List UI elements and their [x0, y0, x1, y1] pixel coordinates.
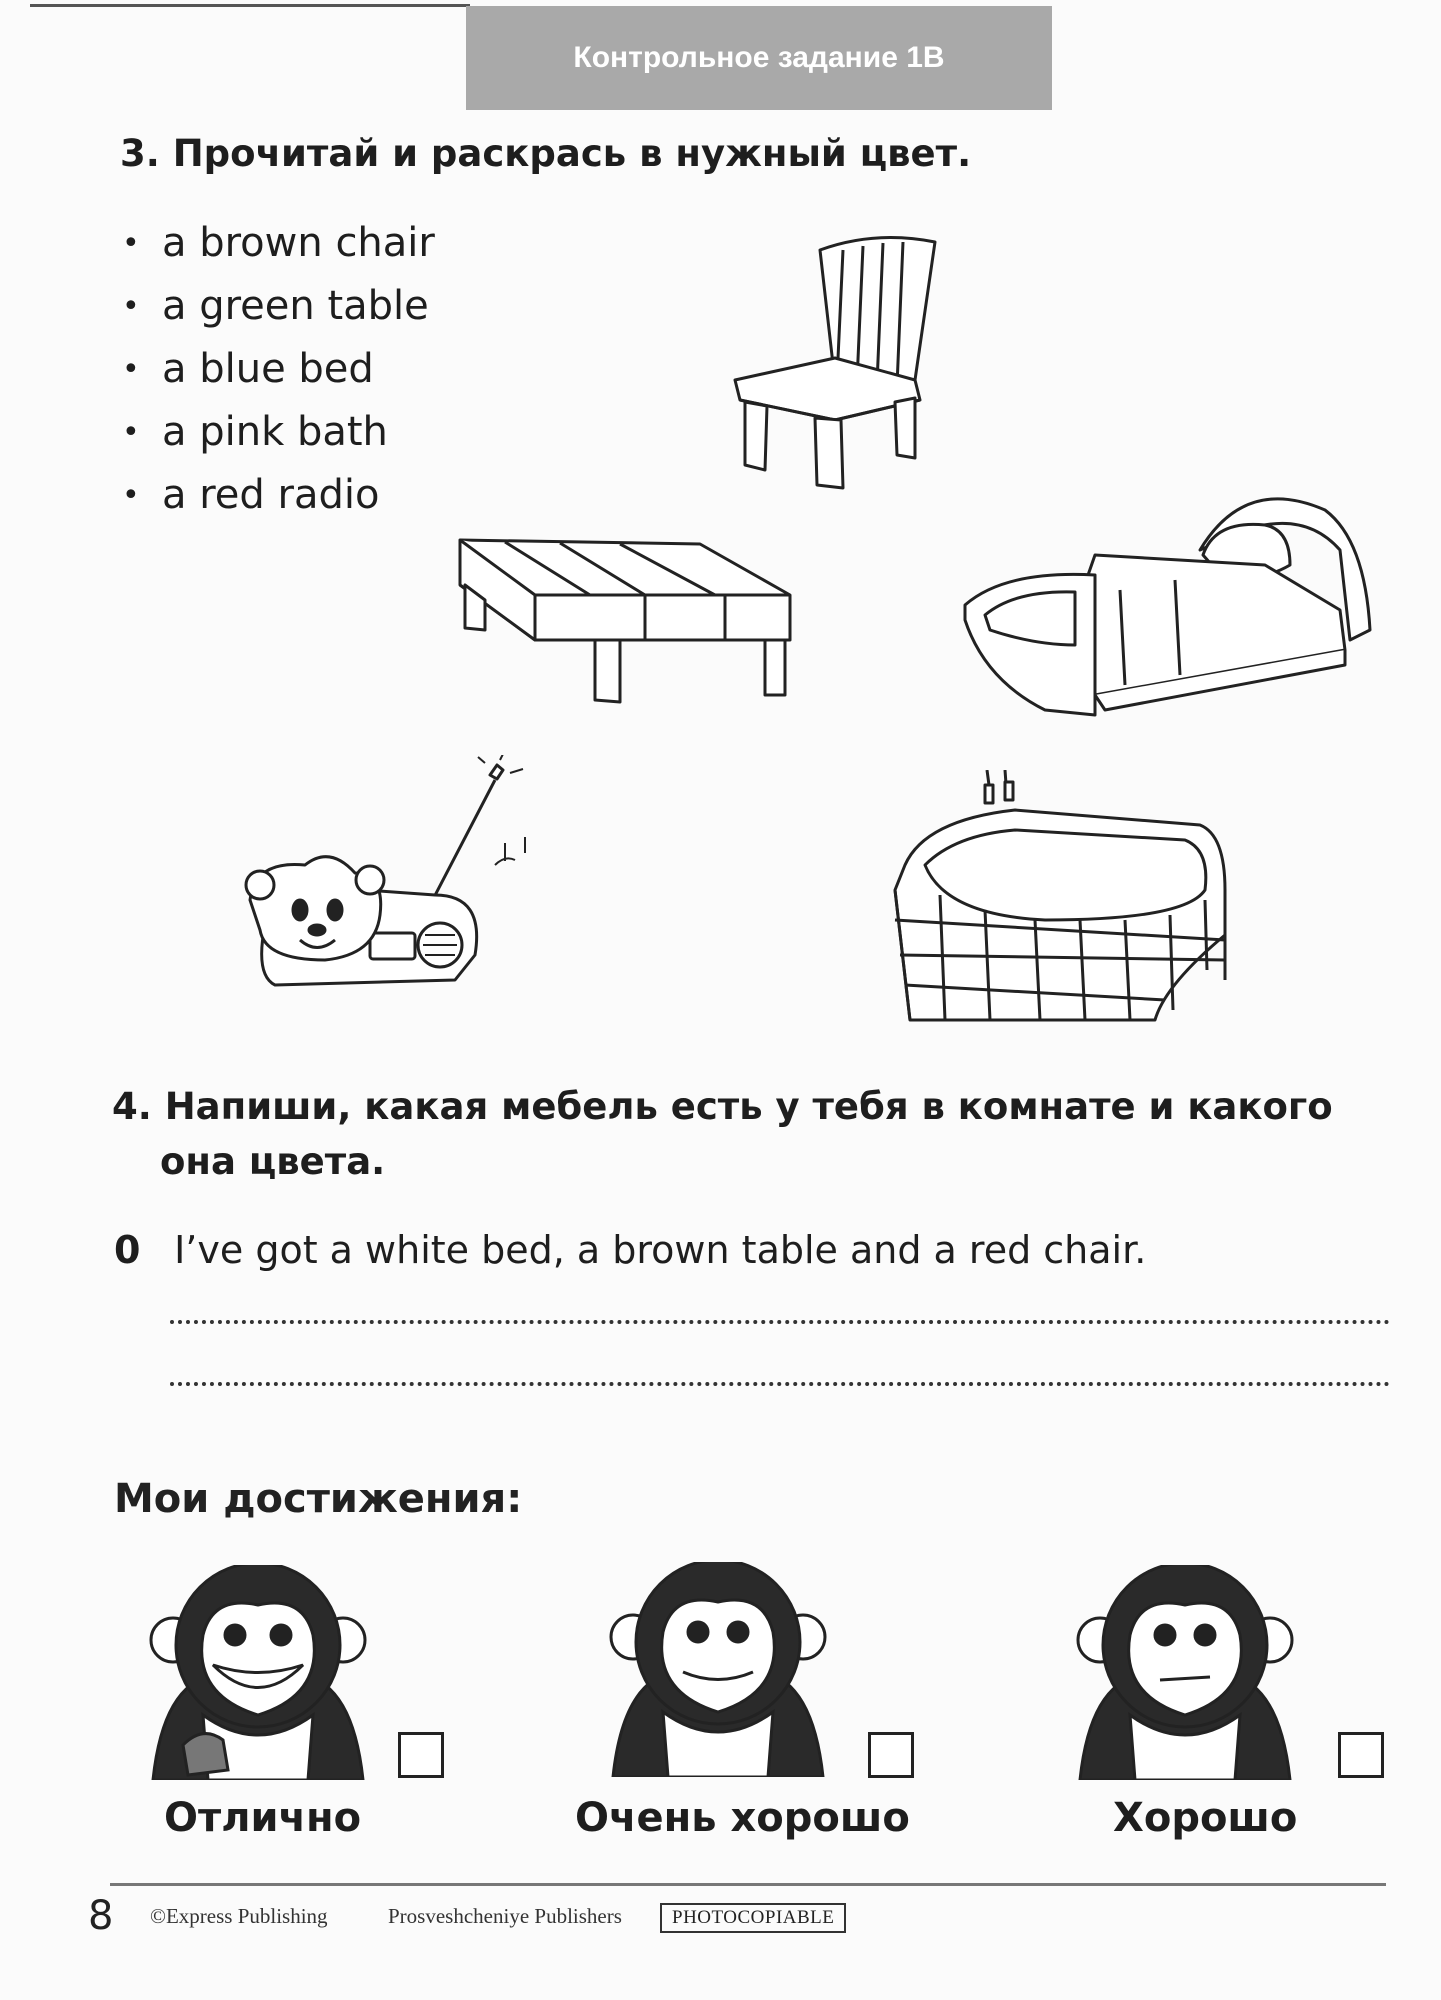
task4-title-line2: она цвета. — [160, 1140, 386, 1183]
rating-label-very-good: Очень хорошо — [575, 1795, 910, 1841]
rating-checkbox-excellent[interactable] — [398, 1732, 444, 1778]
answer-line-2[interactable] — [170, 1382, 1390, 1386]
rating-label-excellent: Отлично — [164, 1795, 362, 1841]
publisher-express: ©Express Publishing — [150, 1904, 328, 1928]
answer-line-1[interactable] — [170, 1320, 1390, 1324]
header-title: Контрольное задание 1В — [573, 41, 945, 74]
task4-example — [114, 1228, 1146, 1272]
list-item: • a brown chair — [122, 220, 435, 266]
task4-heading-line1: Напиши, какая мебель есть у тебя в комнате и какого — [164, 1085, 1333, 1128]
achievements-title: Мои достижения: — [114, 1476, 523, 1522]
bath-picture[interactable] — [865, 770, 1265, 1040]
list-item: • a blue bed — [122, 346, 374, 392]
rating-checkbox-very-good[interactable] — [868, 1732, 914, 1778]
bed-picture[interactable] — [945, 480, 1375, 720]
publisher-prosveshcheniye: Prosveshcheniye Publishers — [388, 1904, 622, 1928]
monkey-good-icon — [1070, 1565, 1300, 1780]
monkey-excellent-icon — [143, 1565, 373, 1780]
rating-checkbox-good[interactable] — [1338, 1732, 1384, 1778]
task4-title — [112, 1085, 1333, 1128]
table-picture[interactable] — [430, 530, 810, 710]
list-item: • a pink bath — [122, 409, 388, 455]
example-number: 0 — [114, 1228, 141, 1272]
task3-number: 3. — [120, 132, 160, 175]
top-rule — [30, 4, 470, 7]
page-number: 8 — [88, 1893, 114, 1939]
rating-label-good: Хорошо — [1113, 1795, 1298, 1841]
task3-title — [120, 132, 971, 175]
task3-heading: Прочитай и раскрась в нужный цвет. — [172, 132, 972, 175]
example-text: I’ve got a white bed, a brown table and a red chair. — [174, 1228, 1147, 1272]
list-item: • a green table — [122, 283, 429, 329]
radio-picture[interactable] — [235, 755, 535, 1005]
photocopiable-badge: PHOTOCOPIABLE — [660, 1903, 846, 1933]
task4-number: 4. — [112, 1085, 152, 1128]
header-band — [466, 6, 1052, 110]
chair-picture[interactable] — [725, 230, 955, 490]
task3-list — [122, 212, 435, 527]
footer-rule — [110, 1883, 1386, 1886]
monkey-very-good-icon — [603, 1562, 833, 1777]
list-item: • a red radio — [122, 472, 380, 518]
